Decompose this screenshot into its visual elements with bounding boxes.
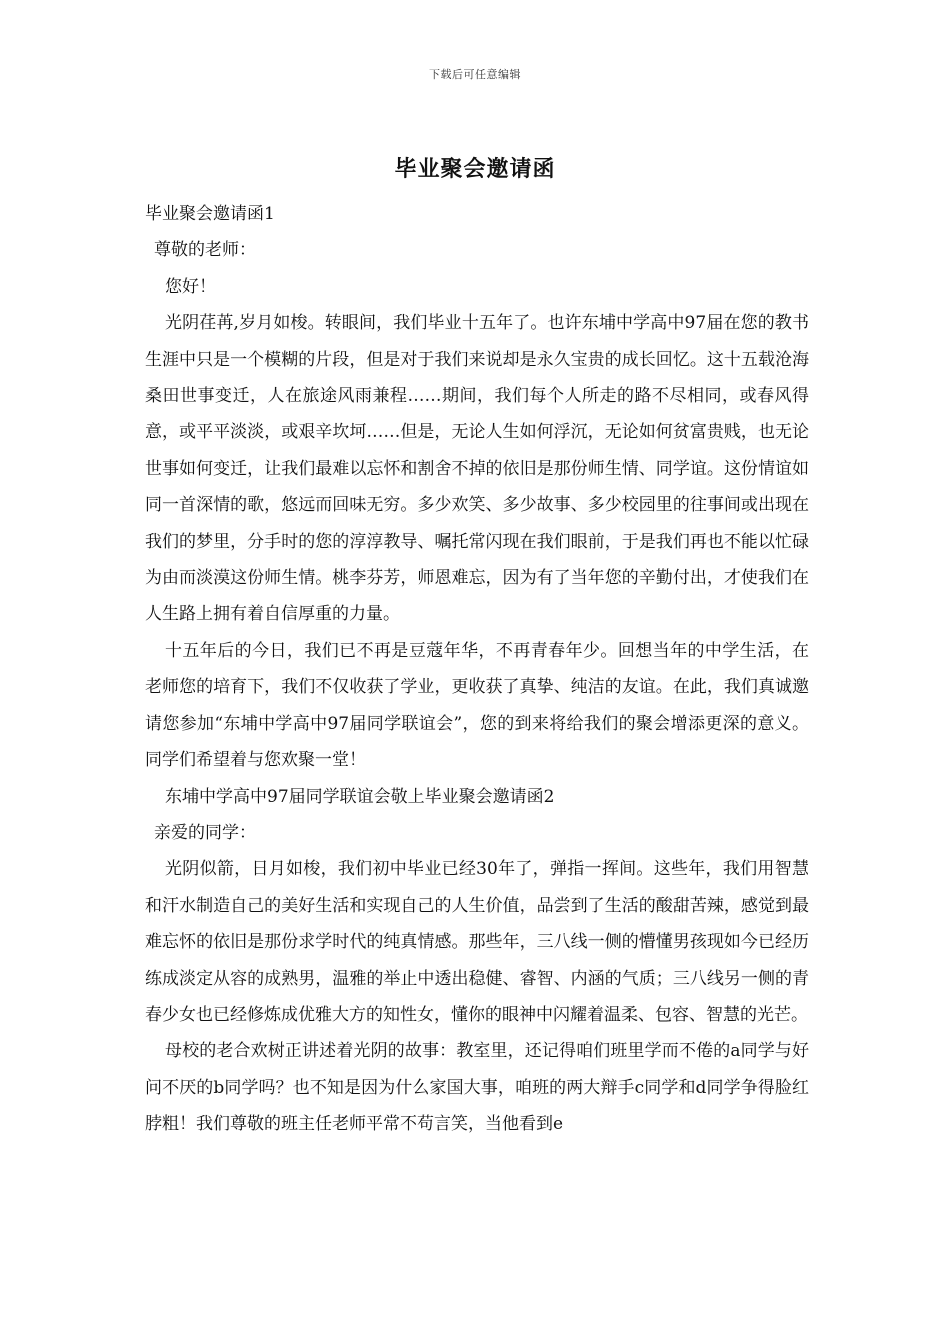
body-paragraph: 光阴荏苒,岁月如梭。转眼间，我们毕业十五年了。也许东埔中学高中97届在您的教书生涯中只是一个模糊的片段，但是对于我们来说却是永久宝贵的成长回忆。这十五载沧海桑田世事变迁，人在旅途风雨兼程……期间，我们每个人所走的路不尽相同，或春风得意，或平平淡淡，或艰辛坎坷……但是，无论人生如何浮沉，无论如何贫富贵贱，也无论世事如何变迁，让我们最难以忘怀和割舍不掉的依旧是那份师生情、同学谊。这份情谊如同一首深情的歌，悠远而回味无穷。多少欢笑、多少故事、多少校园里的往事间或出现在我们的梦里，分手时的您的淳淳教导、嘱托常闪现在我们眼前，于是我们再也不能以忙碌为由而淡漠这份师生情。桃李芬芳，师恩难忘，因为有了当年您的辛勤付出，才使我们在人生路上拥有着自信厚重的力量。 [145,313,809,625]
body-paragraph: 母校的老合欢树正讲述着光阴的故事：教室里，还记得咱们班里学而不倦的a同学与好问不厌的b同学吗？也不知是因为什么家国大事，咱班的两大辩手c同学和d同学争得脸红脖粗！我们尊敬的班主任老师平常不苟言笑，当他看到e [145,1041,809,1135]
salutation-teacher: 尊敬的老师： [154,240,256,261]
section-heading-1: 毕业聚会邀请函1 [145,204,275,224]
header-note: 下载后可任意编辑 [429,68,521,81]
salutation-classmates: 亲爱的同学： [154,822,256,843]
body-paragraph: 光阴似箭，日月如梭，我们初中毕业已经30年了，弹指一挥间。这些年，我们用智慧和汗水制造自己的美好生活和实现自己的人生价值，品尝到了生活的酸甜苦辣，感觉到最难忘怀的依旧是那份求学时代的纯真情感。那些年，三八线一侧的懵懂男孩现如今已经历练成淡定从容的成熟男，温雅的举止中透出稳健、睿智、内涵的气质；三八线另一侧的青春少女也已经修炼成优雅大方的知性女，懂你的眼神中闪耀着温柔、包容、智慧的光芒。 [145,859,809,1025]
greeting: 您好！ [165,276,216,297]
document-body [145,196,809,1143]
signature-and-section-heading-2: 东埔中学高中97届同学联谊会敬上毕业聚会邀请函2 [165,786,555,807]
document-title: 毕业聚会邀请函 [394,156,556,182]
body-paragraph: 十五年后的今日，我们已不再是豆蔻年华，不再青春年少。回想当年的中学生活，在老师您的培育下，我们不仅收获了学业，更收获了真挚、纯洁的友谊。在此，我们真诚邀请您参加“东埔中学高中97届同学联谊会”，您的到来将给我们的聚会增添更深的意义。同学们希望着与您欢聚一堂！ [145,640,809,771]
